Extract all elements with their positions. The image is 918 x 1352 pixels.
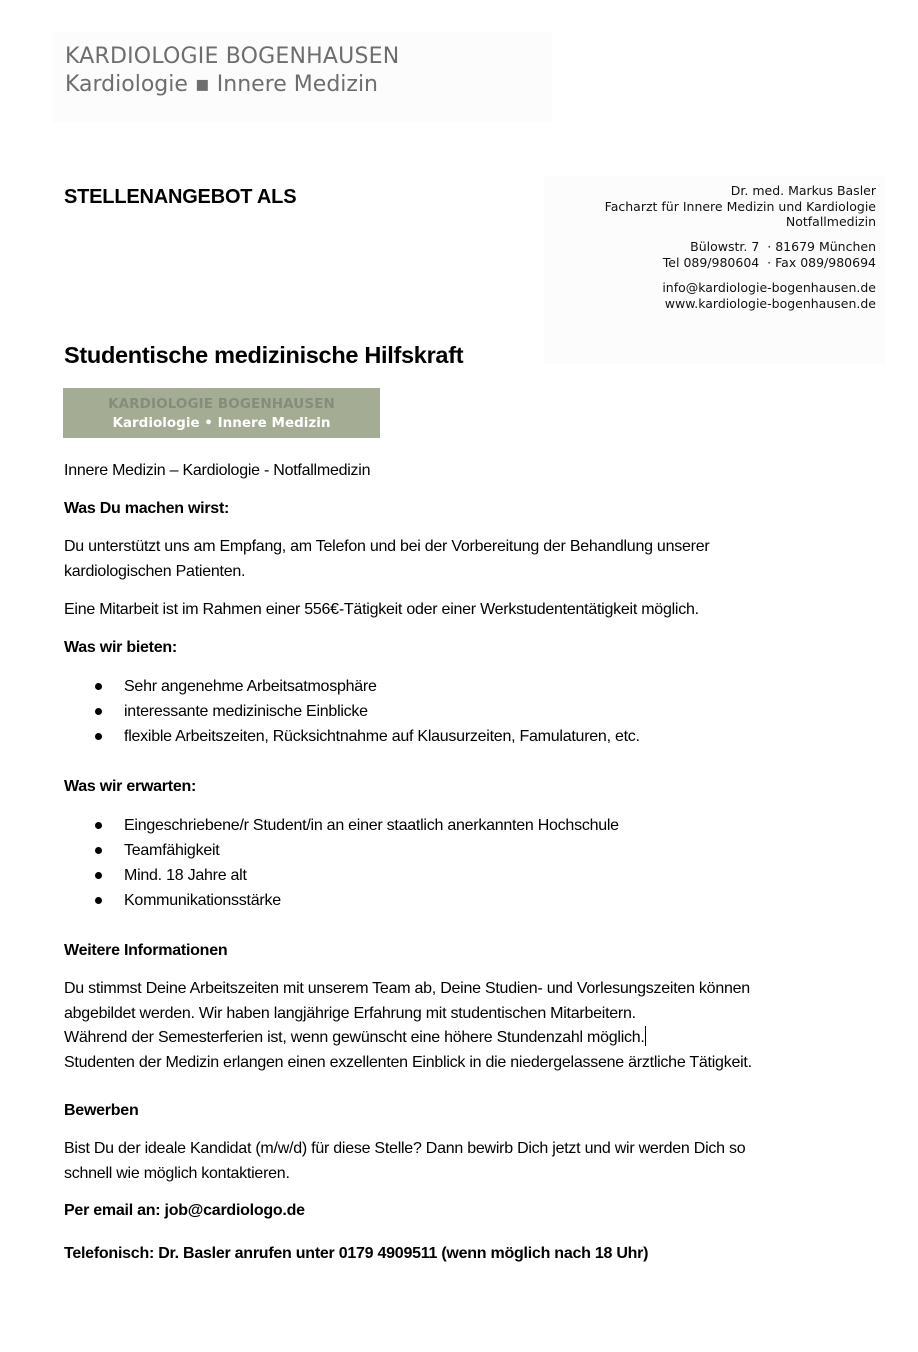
contact-address-group [663,239,876,270]
bullet-icon [95,683,102,690]
contact-specialty-2: Notfallmedizin [785,214,876,229]
list-item [64,699,854,724]
list-item [64,863,854,888]
letterhead-specialties: Kardiologie ▪ Innere Medizin [65,72,378,97]
section-tasks-title: Was Du machen wirst: [64,500,230,517]
list-item-text: flexible Arbeitszeiten, Rücksichtnahme auf Klausurzeiten, Famulaturen, etc. [124,728,640,745]
section-info-paragraph [64,977,854,1075]
list-item [64,813,854,838]
section-expect-title: Was wir erwarten: [64,778,197,795]
logo-banner-name: KARDIOLOGIE BOGENHAUSEN [108,396,335,412]
apply-line-1: Bist Du der ideale Kandidat (m/w/d) für diese Stelle? Dann bewirb Dich jetzt und wir werden Dich so [64,1140,746,1157]
list-item [64,888,854,913]
letterhead-logo [52,32,552,122]
info-line-1: Du stimmst Deine Arbeitszeiten mit unserem Team ab, Deine Studien- und Vorlesungszeiten können [64,980,750,997]
info-line-2: abgebildet werden. Wir haben langjährige Erfahrung mit studentischen Mitarbeitern. [64,1004,636,1022]
list-item-text: interessante medizinische Einblicke [124,703,368,720]
job-title: Studentische medizinische Hilfskraft [64,342,464,368]
contact-email[interactable]: info@kardiologie-bogenhausen.de [662,280,876,295]
logo-banner-specialties: Kardiologie • Innere Medizin [112,415,331,431]
contact-phone-fax: Tel 089/980604 · Fax 089/980694 [662,254,876,270]
section-tasks-paragraph-2: Eine Mitarbeit ist im Rahmen einer 556€-Tätigkeit oder einer Werkstudententätigkeit möglich. [64,601,699,618]
list-item [64,724,854,749]
expect-list [64,813,854,913]
bullet-icon [95,897,102,904]
list-item-text: Kommunikationsstärke [124,892,281,909]
list-item-text: Mind. 18 Jahre alt [124,867,247,884]
letterhead-practice-name: KARDIOLOGIE BOGENHAUSEN [65,44,400,69]
section-tasks-paragraph-1 [64,535,854,584]
tasks-line-1: Du unterstützt uns am Empfang, am Telefon und bei der Vorbereitung der Behandlung unserer [64,538,710,555]
bullet-icon [95,872,102,879]
apply-phone: Telefonisch: Dr. Basler anrufen unter 0179 4909511 (wenn möglich nach 18 Uhr) [64,1245,649,1262]
contact-website[interactable]: www.kardiologie-bogenhausen.de [664,295,876,311]
info-line-4: Studenten der Medizin erlangen einen exzellenten Einblick in die niedergelassene ärztliche Tätigkeit. [64,1053,752,1071]
section-apply-title: Bewerben [64,1102,139,1119]
section-info-title: Weitere Informationen [64,942,228,959]
job-offer-heading: STELLENANGEBOT ALS [64,186,297,208]
contact-specialty: Facharzt für Innere Medizin und Kardiologie [604,198,876,214]
logo-banner [63,388,380,438]
list-item-text: Teamfähigkeit [124,842,220,859]
contact-address: Bülowstr. 7 · 81679 München [690,239,876,254]
list-item-text: Eingeschriebene/r Student/in an einer staatlich anerkannten Hochschule [124,817,619,834]
info-line-3-text: Während der Semesterferien ist, wenn gewünscht eine höhere Stundenzahl möglich. [64,1029,645,1046]
text-cursor [645,1026,646,1046]
section-offer-title: Was wir bieten: [64,639,178,656]
subtitle: Innere Medizin – Kardiologie - Notfallmedizin [64,462,371,479]
apply-email[interactable]: Per email an: job@cardiologo.de [64,1202,305,1219]
apply-line-2: schnell wie möglich kontaktieren. [64,1164,290,1182]
contact-block [544,176,886,364]
bullet-icon [95,847,102,854]
section-apply-paragraph [64,1137,854,1186]
list-item-text: Sehr angenehme Arbeitsatmosphäre [124,678,377,695]
bullet-icon [95,733,102,740]
contact-online-group [662,280,876,311]
tasks-line-2: kardiologischen Patienten. [64,562,246,580]
info-line-3 [64,1026,854,1051]
bullet-icon [95,708,102,715]
offer-list [64,674,854,749]
contact-name: Dr. med. Markus Basler [730,183,876,198]
contact-doctor-group [605,183,876,230]
bullet-icon [95,822,102,829]
list-item [64,674,854,699]
list-item [64,838,854,863]
